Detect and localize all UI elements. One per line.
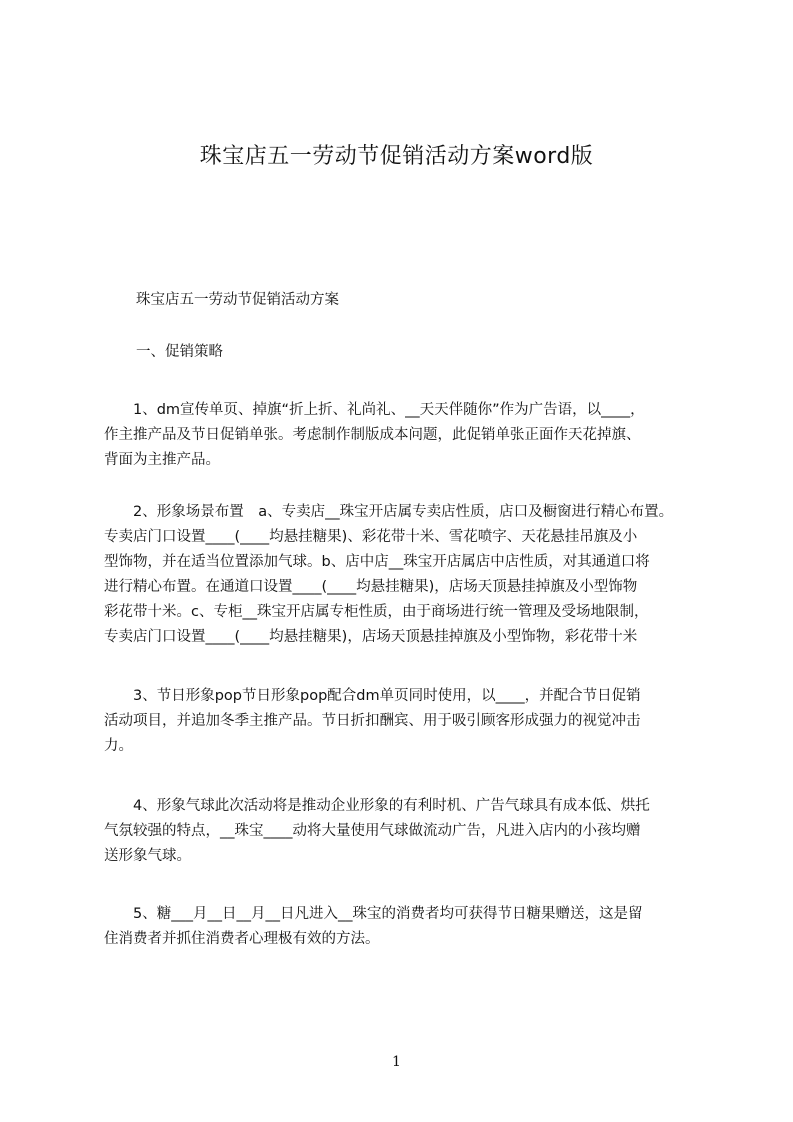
paragraph-line: 活动项目，并追加冬季主推产品。节日折扣酬宾、用于吸引顾客形成强力的视觉冲击 bbox=[104, 713, 641, 729]
paragraph-2 bbox=[104, 500, 724, 650]
paragraph-line: 彩花带十米。c、专柜__珠宝开店属专柜性质，由于商场进行统一管理及受场地限制， bbox=[104, 604, 649, 620]
section-heading-text: 一、促销策略 bbox=[136, 344, 223, 360]
paragraph-line: 1、dm宣传单页、掉旗“折上折、礼尚礼、__天天伴随你”作为广告语，以____， bbox=[104, 402, 645, 418]
subtitle-text: 珠宝店五一劳动节促销活动方案 bbox=[136, 292, 339, 308]
paragraph-line: 气氛较强的特点，__珠宝____动将大量使用气球做流动广告，凡进入店内的小孩均赠 bbox=[104, 823, 641, 839]
paragraph-line: 3、节日形象pop节日形象pop配合dm单页同时使用，以____，并配合节日促销 bbox=[104, 688, 641, 704]
paragraph-line: 型饰物，并在适当位置添加气球。b、店中店__珠宝开店属店中店性质，对其通道口将 bbox=[104, 554, 650, 570]
paragraph-line: 力。 bbox=[104, 738, 133, 754]
paragraph-line: 进行精心布置。在通道口设置____(____均悬挂糖果)，店场天顶悬挂掉旗及小型饰物 bbox=[104, 579, 638, 595]
paragraph-line: 专卖店门口设置____(____均悬挂糖果)，店场天顶悬挂掉旗及小型饰物，彩花带十米 bbox=[104, 629, 638, 645]
paragraph-line: 2、形象场景布置 a、专卖店__珠宝开店属专卖店性质，店口及橱窗进行精心布置。 bbox=[104, 504, 674, 520]
paragraph-5 bbox=[104, 902, 724, 952]
paragraph-line: 4、形象气球此次活动将是推动企业形象的有利时机、广告气球具有成本低、烘托 bbox=[104, 798, 650, 814]
paragraph-4 bbox=[104, 794, 724, 869]
paragraph-3 bbox=[104, 684, 724, 759]
document-subtitle bbox=[104, 288, 724, 313]
paragraph-line: 5、糖___月__日__月__日凡进入__珠宝的消费者均可获得节日糖果赠送，这是留 bbox=[104, 906, 643, 922]
paragraph-line: 专卖店门口设置____(____均悬挂糖果)、彩花带十米、雪花喷字、天花悬挂吊旗及小 bbox=[104, 529, 638, 545]
paragraph-1 bbox=[104, 398, 724, 473]
document-title: 珠宝店五一劳动节促销活动方案word版 bbox=[199, 144, 594, 169]
paragraph-line: 送形象气球。 bbox=[104, 848, 191, 864]
section-heading bbox=[104, 340, 724, 365]
page-number: 1 bbox=[392, 1054, 401, 1070]
paragraph-line: 背面为主推产品。 bbox=[104, 452, 220, 468]
paragraph-line: 住消费者并抓住消费者心理极有效的方法。 bbox=[104, 931, 380, 947]
paragraph-line: 作主推产品及节日促销单张。考虑制作制版成本问题，此促销单张正面作天花掉旗、 bbox=[104, 427, 641, 443]
